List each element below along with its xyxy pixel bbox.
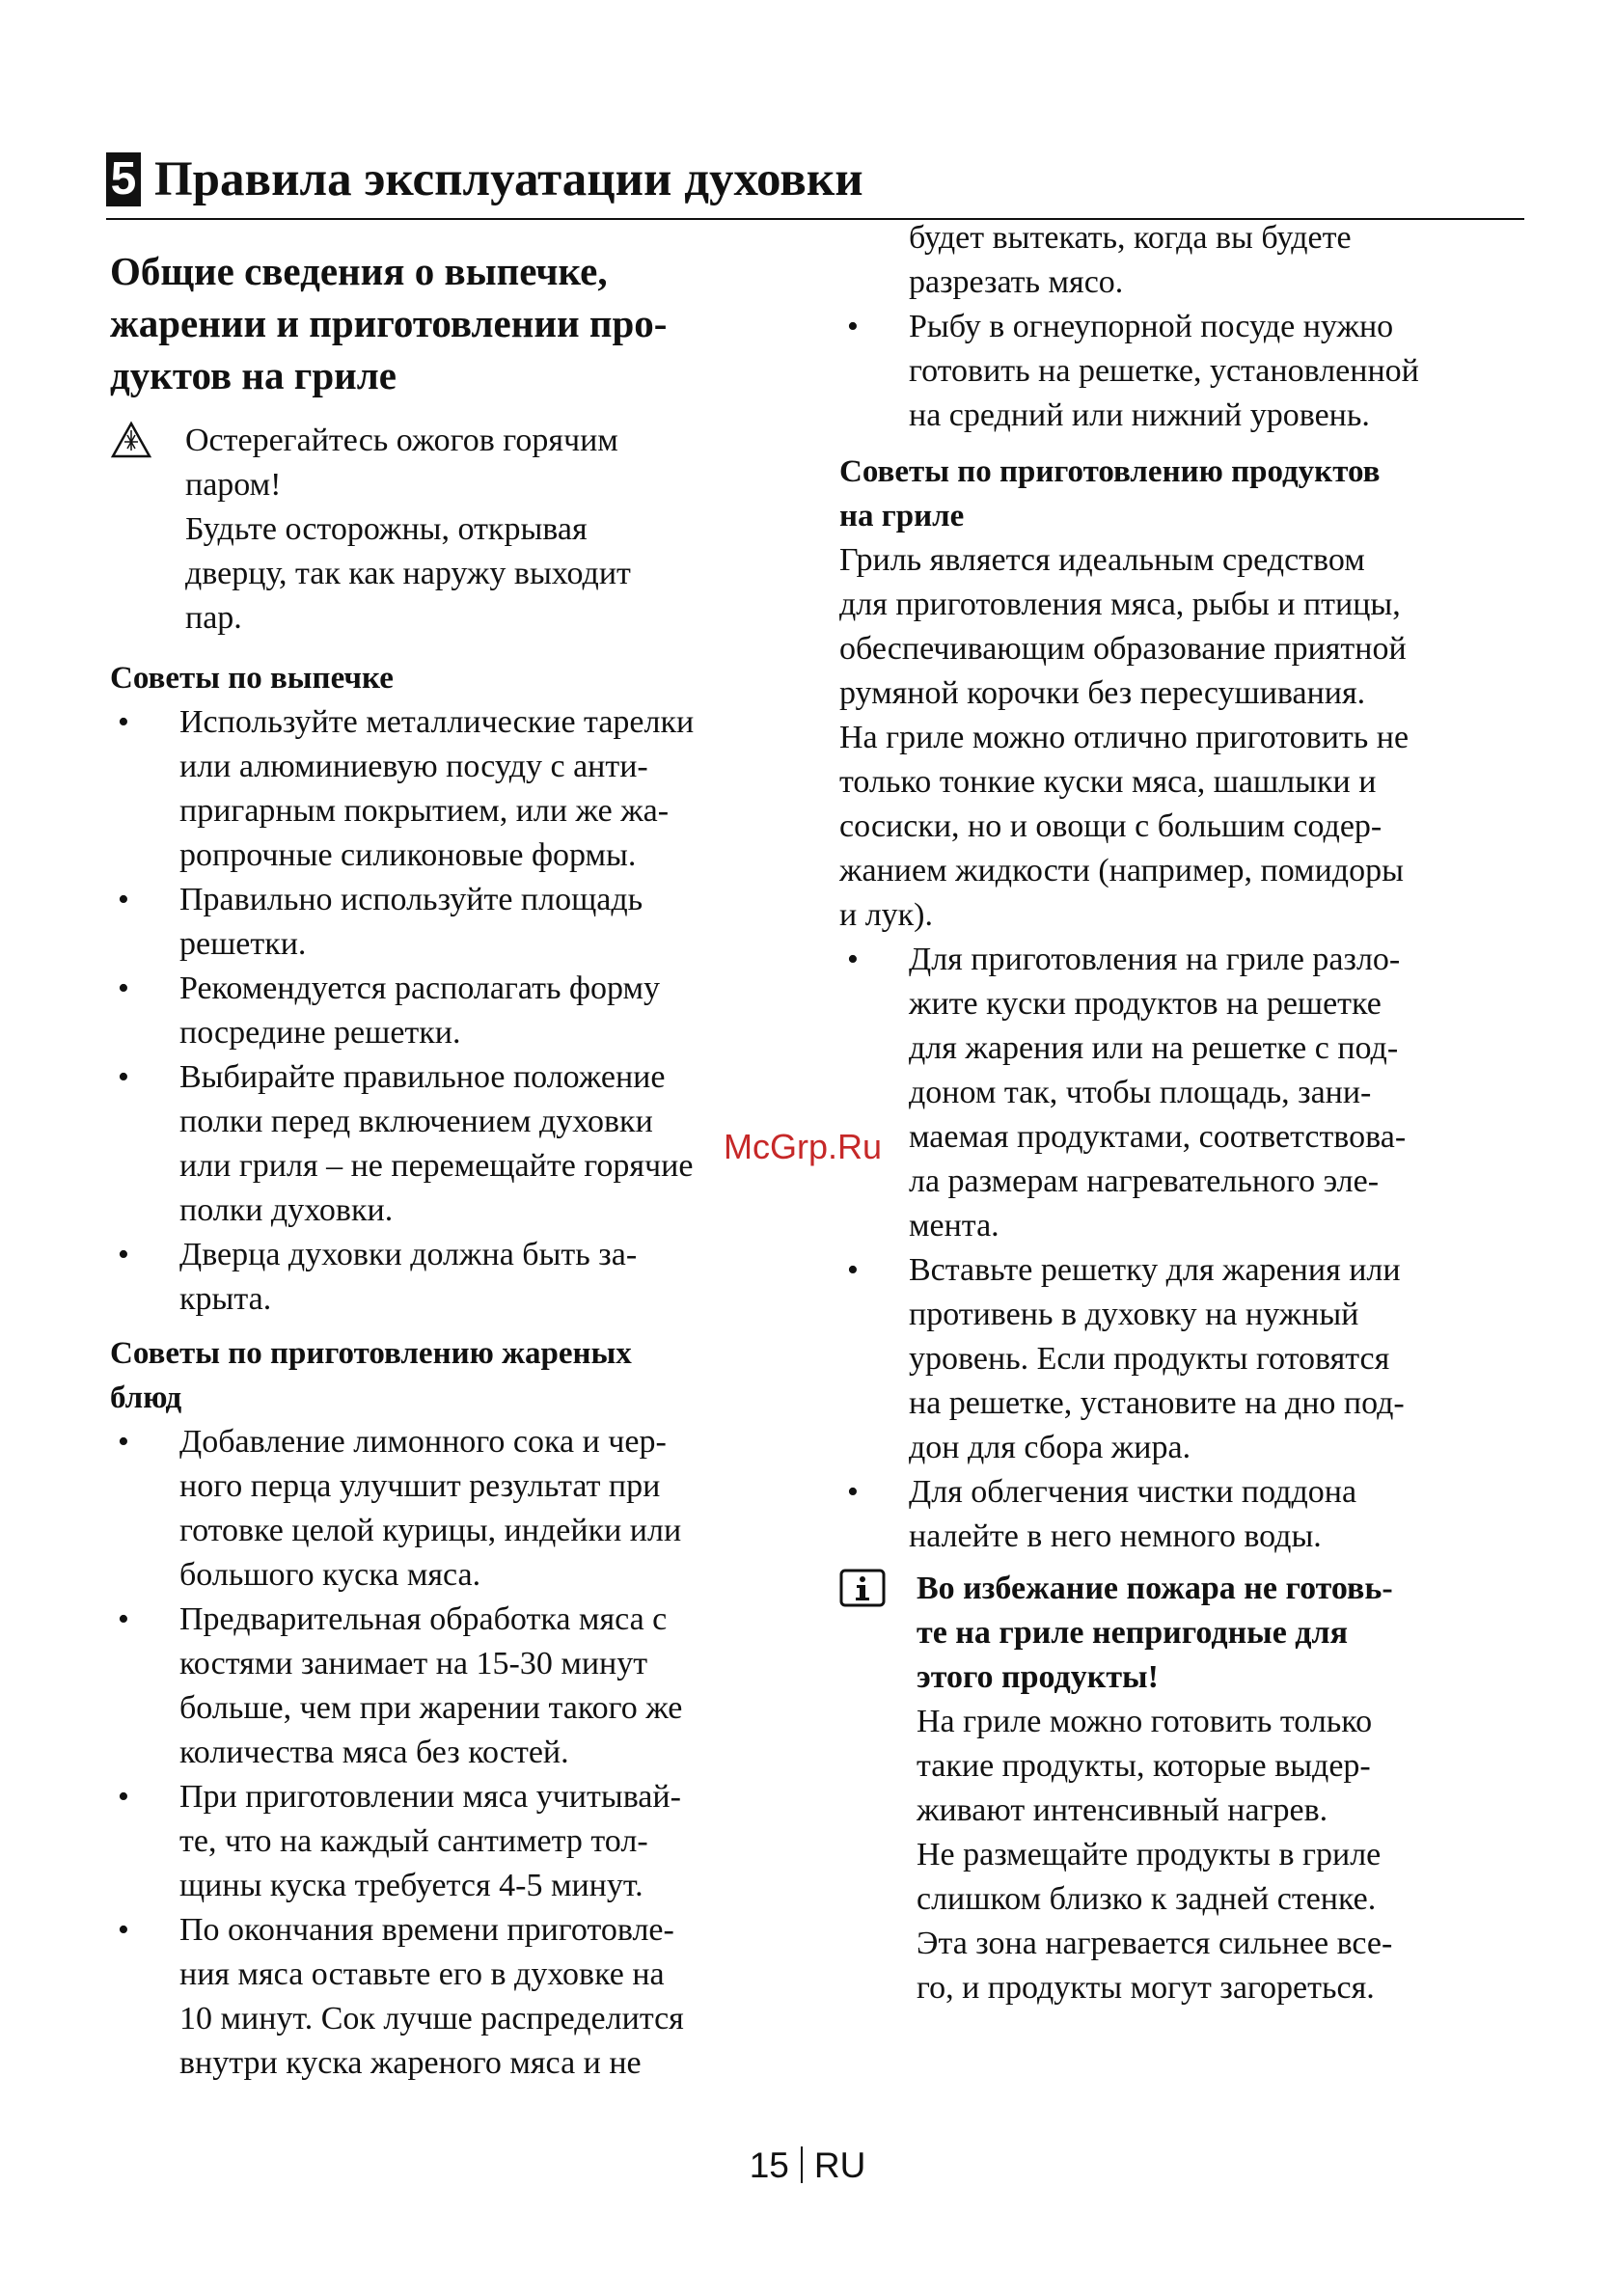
list-item-line: Правильно используйте площадь [179, 882, 643, 917]
info-line: такие продукты, которые выдер- [917, 1748, 1371, 1784]
list-item: • Правильно используйте площадь решетки. [110, 878, 797, 967]
list-item-line: Рыбу в огнеупорной посуде нужно [909, 309, 1394, 344]
list-item-line: или гриля – не перемещайте горячие [179, 1148, 694, 1184]
warning-triangle-icon [110, 421, 152, 464]
baking-tips-list [110, 700, 797, 1322]
general-heading [110, 245, 797, 401]
list-item-line: решетки. [179, 926, 307, 962]
grill-tips-list [839, 938, 1534, 1559]
list-item: • Рыбу в огнеупорной посуде нужно готовить на решетке, установленной на средний или нижний уровень. [839, 305, 1534, 438]
list-item-line: пригарным покрытием, или же жа- [179, 793, 670, 829]
list-item-line: 10 минут. Сок лучше распределится [179, 2001, 684, 2036]
page-header [106, 145, 1524, 220]
grill-tips-title [839, 450, 1534, 538]
info-line: го, и продукты могут загореться. [917, 1970, 1375, 2006]
right-column [839, 218, 1534, 2026]
roast-tips-list [110, 1420, 797, 2086]
list-item-line: внутри куска жареного мяса и не [179, 2045, 642, 2081]
list-item-line: большого куска мяса. [179, 1557, 481, 1593]
list-item-line: ния мяса оставьте его в духовке на [179, 1956, 665, 1992]
grill-intro-line: На гриле можно отлично приготовить не [839, 720, 1410, 755]
list-item: • Предварительная обработка мяса с костями занимает на 15-30 минут больше, чем при жарении такого же количества мяса без костей. [110, 1598, 797, 1775]
grill-intro-line: румяной корочки без пересушивания. [839, 675, 1366, 711]
page-title: Правила эксплуатации духовки [154, 152, 863, 206]
list-item: • Рекомендуется располагать форму посредине решетки. [110, 967, 797, 1055]
grill-intro [839, 538, 1534, 938]
warning-line: паром! [185, 467, 282, 503]
list-item-line: доном так, чтобы площадь, зани- [909, 1075, 1372, 1110]
list-item-line: готовке целой курицы, индейки или [179, 1513, 682, 1548]
list-item-line: больше, чем при жарении такого же [179, 1690, 683, 1726]
list-item: • Выбирайте правильное положение полки перед включением духовки или гриля – не перемещайте горячие полки духовки. [110, 1055, 797, 1233]
info-line: Не размещайте продукты в гриле [917, 1837, 1382, 1872]
info-icon [839, 1569, 886, 1612]
continued-list [839, 216, 1534, 438]
list-item-line: жите куски продуктов на решетке [909, 986, 1382, 1022]
list-item-line: посредине решетки. [179, 1015, 461, 1051]
roast-tips-title [110, 1331, 797, 1420]
footer-divider [801, 2146, 803, 2183]
list-item-line: костями занимает на 15-30 минут [179, 1646, 648, 1681]
grill-tips-title-line: Советы по приготовлению продуктов [839, 454, 1381, 489]
info-line: Эта зона нагревается сильнее все- [917, 1926, 1393, 1961]
list-item-line: Дверца духовки должна быть за- [179, 1237, 638, 1272]
info-bold-line: те на гриле непригодные для [917, 1615, 1348, 1651]
page-number: 15 [749, 2146, 789, 2185]
list-item: • Добавление лимонного сока и чер- ного перца улучшит результат при готовке целой курицы, индейки или большого куска мяса. [110, 1420, 797, 1598]
list-item-line: количества мяса без костей. [179, 1735, 569, 1770]
list-item-line: Рекомендуется располагать форму [179, 970, 660, 1006]
list-item: • Используйте металлические тарелки или алюминиевую посуду с анти- пригарным покрытием, или же жа- ропрочные силиконовые формы. [110, 700, 797, 878]
page-footer [0, 2144, 1615, 2188]
list-item-line: готовить на решетке, установленной [909, 353, 1419, 389]
list-item-line: для жарения или на решетке с под- [909, 1030, 1399, 1066]
list-item-line: или алюминиевую посуду с анти- [179, 749, 648, 784]
list-item: • Дверца духовки должна быть за- крыта. [110, 1233, 797, 1322]
roast-tips-title-line: Советы по приготовлению жареных [110, 1336, 632, 1371]
grill-intro-line: для приготовления мяса, рыбы и птицы, [839, 587, 1401, 622]
list-item-line: ропрочные силиконовые формы. [179, 837, 637, 873]
info-line: слишком близко к задней стенке. [917, 1881, 1377, 1917]
language-code: RU [813, 2146, 866, 2185]
grill-intro-line: жанием жидкости (например, помидоры [839, 853, 1404, 888]
list-item-line: Добавление лимонного сока и чер- [179, 1424, 667, 1460]
roast-tips-title-line: блюд [110, 1380, 182, 1415]
grill-tips-title-line: на гриле [839, 499, 965, 533]
list-item-line: При приготовлении мяса учитывай- [179, 1779, 681, 1815]
general-heading-line: жарении и приготовлении про- [110, 301, 668, 345]
list-item-line: на решетке, установите на дно под- [909, 1385, 1405, 1421]
grill-intro-line: обеспечивающим образование приятной [839, 631, 1407, 667]
list-item-line: Вставьте решетку для жарения или [909, 1252, 1401, 1288]
list-item-line: крыта. [179, 1281, 272, 1317]
left-column [110, 218, 797, 2090]
grill-intro-line: и лук). [839, 897, 934, 933]
warning-line: Остерегайтесь ожогов горячим [185, 423, 618, 458]
list-item-line: Предварительная обработка мяса с [179, 1601, 668, 1637]
list-item: • По окончания времени приготовле- ния мяса оставьте его в духовке на 10 минут. Сок лучше распределится внутри куска жареного мяса и не [110, 1908, 797, 2086]
list-item-line: противень в духовку на нужный [909, 1297, 1359, 1332]
grill-intro-line: сосиски, но и овощи с большим содер- [839, 808, 1382, 844]
warning-line: пар. [185, 600, 242, 636]
list-item-line: уровень. Если продукты готовятся [909, 1341, 1390, 1377]
list-item-line: те, что на каждый сантиметр тол- [179, 1823, 648, 1859]
info-bold-line: этого продукты! [917, 1659, 1159, 1695]
info-bold-line: Во избежание пожара не готовь- [917, 1571, 1393, 1606]
list-item-line: Для приготовления на гриле разло- [909, 942, 1401, 977]
list-item-line: маемая продуктами, соответствова- [909, 1119, 1407, 1155]
list-item: • Для облегчения чистки поддона налейте в него немного воды. [839, 1470, 1534, 1559]
list-item-line: щины куска требуется 4-5 минут. [179, 1868, 643, 1903]
list-item-line: По окончания времени приготовле- [179, 1912, 674, 1948]
list-item-line: ного перца улучшит результат при [179, 1468, 661, 1504]
warning-line: Будьте осторожны, открывая [185, 511, 588, 547]
list-item-line: Используйте металлические тарелки [179, 704, 695, 740]
list-item-line: будет вытекать, когда вы будете [909, 220, 1352, 256]
grill-intro-line: Гриль является идеальным средством [839, 542, 1365, 578]
section-number: 5 [106, 152, 141, 206]
warning-line: дверцу, так как наружу выходит [185, 556, 631, 591]
list-item-line: ла размерам нагревательного эле- [909, 1163, 1380, 1199]
grill-intro-line: только тонкие куски мяса, шашлыки и [839, 764, 1377, 800]
info-line: На гриле можно готовить только [917, 1704, 1373, 1739]
info-line: живают интенсивный нагрев. [917, 1792, 1328, 1828]
warning-note [110, 419, 797, 641]
list-item: • При приготовлении мяса учитывай- те, что на каждый сантиметр тол- щины куска требуется 4-5 минут. [110, 1775, 797, 1908]
list-item-line: налейте в него немного воды. [909, 1518, 1322, 1554]
general-heading-line: дуктов на гриле [110, 353, 397, 397]
list-item-line: Выбирайте правильное положение [179, 1059, 666, 1095]
info-note [839, 1567, 1534, 2010]
general-heading-line: Общие сведения о выпечке, [110, 249, 608, 293]
list-item: • Для приготовления на гриле разло- жите куски продуктов на решетке для жарения или на решетке с под- доном так, чтобы площадь, зани- маемая продуктами, соответствова- ла размерам нагревательного эле- мента. [839, 938, 1534, 1248]
list-item-line: полки духовки. [179, 1192, 394, 1228]
list-item-line: разрезать мясо. [909, 264, 1124, 300]
list-item-line: полки перед включением духовки [179, 1104, 653, 1139]
list-item-line: Для облегчения чистки поддона [909, 1474, 1357, 1510]
baking-tips-title: Советы по выпечке [110, 661, 394, 696]
list-item-continued [839, 216, 1534, 305]
watermark: McGrp.Ru [724, 1127, 883, 1166]
list-item-line: мента. [909, 1208, 999, 1244]
list-item-line: дон для сбора жира. [909, 1430, 1191, 1465]
list-item: • Вставьте решетку для жарения или противень в духовку на нужный уровень. Если продукты готовятся на решетке, установите на дно под- дон для сбора жира. [839, 1248, 1534, 1470]
list-item-line: на средний или нижний уровень. [909, 397, 1370, 433]
